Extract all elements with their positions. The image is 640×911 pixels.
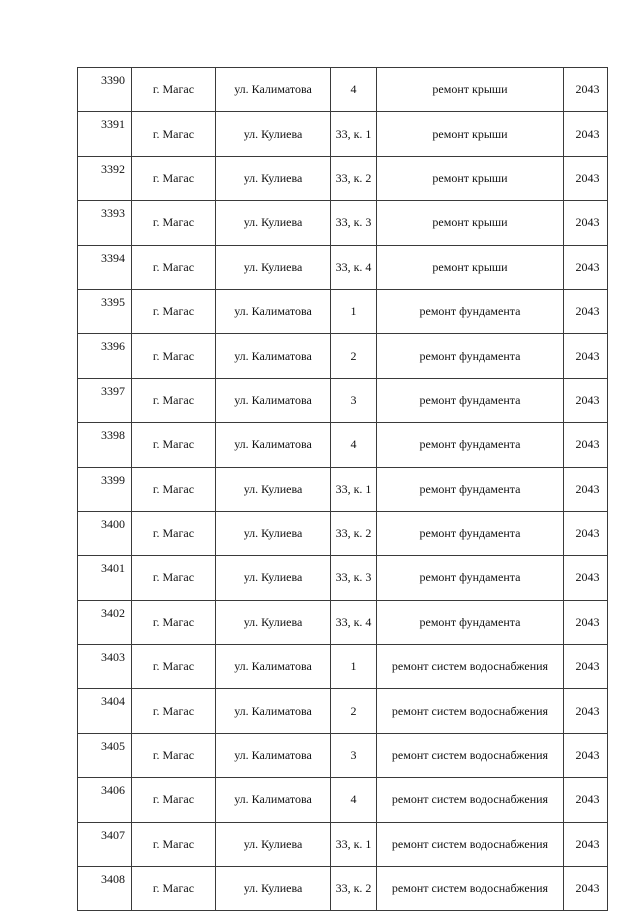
city-cell: г. Магас bbox=[132, 556, 216, 600]
city-cell: г. Магас bbox=[132, 423, 216, 467]
repair-type-cell: ремонт крыши bbox=[377, 156, 564, 200]
year-cell: 2043 bbox=[564, 201, 608, 245]
repair-type-cell: ремонт фундамента bbox=[377, 423, 564, 467]
house-number-cell: 4 bbox=[331, 68, 377, 112]
city-cell: г. Магас bbox=[132, 600, 216, 644]
house-number-cell: 33, к. 3 bbox=[331, 201, 377, 245]
housing-repair-table bbox=[77, 67, 608, 911]
street-cell: ул. Кулиева bbox=[216, 156, 331, 200]
row-number: 3399 bbox=[78, 467, 132, 511]
house-number-cell: 33, к. 4 bbox=[331, 245, 377, 289]
row-number: 3404 bbox=[78, 689, 132, 733]
row-number: 3400 bbox=[78, 511, 132, 555]
street-cell: ул. Калиматова bbox=[216, 378, 331, 422]
street-cell: ул. Калиматова bbox=[216, 423, 331, 467]
city-cell: г. Магас bbox=[132, 867, 216, 911]
year-cell: 2043 bbox=[564, 245, 608, 289]
city-cell: г. Магас bbox=[132, 201, 216, 245]
year-cell: 2043 bbox=[564, 334, 608, 378]
street-cell: ул. Калиматова bbox=[216, 68, 331, 112]
year-cell: 2043 bbox=[564, 68, 608, 112]
house-number-cell: 1 bbox=[331, 645, 377, 689]
house-number-cell: 3 bbox=[331, 733, 377, 777]
year-cell: 2043 bbox=[564, 822, 608, 866]
street-cell: ул. Кулиева bbox=[216, 511, 331, 555]
repair-type-cell: ремонт крыши bbox=[377, 68, 564, 112]
house-number-cell: 33, к. 4 bbox=[331, 600, 377, 644]
row-number: 3402 bbox=[78, 600, 132, 644]
repair-type-cell: ремонт систем водоснабжения bbox=[377, 689, 564, 733]
house-number-cell: 4 bbox=[331, 423, 377, 467]
house-number-cell: 3 bbox=[331, 378, 377, 422]
house-number-cell: 33, к. 1 bbox=[331, 112, 377, 156]
row-number: 3407 bbox=[78, 822, 132, 866]
table-row bbox=[78, 556, 608, 600]
row-number: 3390 bbox=[78, 68, 132, 112]
house-number-cell: 33, к. 2 bbox=[331, 867, 377, 911]
row-number: 3406 bbox=[78, 778, 132, 822]
table-row bbox=[78, 201, 608, 245]
year-cell: 2043 bbox=[564, 156, 608, 200]
table-row bbox=[78, 334, 608, 378]
city-cell: г. Магас bbox=[132, 289, 216, 333]
repair-type-cell: ремонт фундамента bbox=[377, 556, 564, 600]
house-number-cell: 2 bbox=[331, 334, 377, 378]
street-cell: ул. Кулиева bbox=[216, 112, 331, 156]
row-number: 3401 bbox=[78, 556, 132, 600]
row-number: 3391 bbox=[78, 112, 132, 156]
city-cell: г. Магас bbox=[132, 156, 216, 200]
street-cell: ул. Кулиева bbox=[216, 600, 331, 644]
table-row bbox=[78, 156, 608, 200]
row-number: 3408 bbox=[78, 867, 132, 911]
city-cell: г. Магас bbox=[132, 778, 216, 822]
table-row bbox=[78, 112, 608, 156]
repair-type-cell: ремонт систем водоснабжения bbox=[377, 822, 564, 866]
year-cell: 2043 bbox=[564, 423, 608, 467]
year-cell: 2043 bbox=[564, 556, 608, 600]
table-row bbox=[78, 289, 608, 333]
street-cell: ул. Калиматова bbox=[216, 645, 331, 689]
repair-type-cell: ремонт систем водоснабжения bbox=[377, 733, 564, 777]
city-cell: г. Магас bbox=[132, 112, 216, 156]
row-number: 3398 bbox=[78, 423, 132, 467]
street-cell: ул. Калиматова bbox=[216, 289, 331, 333]
repair-type-cell: ремонт крыши bbox=[377, 201, 564, 245]
repair-type-cell: ремонт фундамента bbox=[377, 600, 564, 644]
year-cell: 2043 bbox=[564, 689, 608, 733]
street-cell: ул. Кулиева bbox=[216, 556, 331, 600]
row-number: 3405 bbox=[78, 733, 132, 777]
street-cell: ул. Кулиева bbox=[216, 867, 331, 911]
row-number: 3395 bbox=[78, 289, 132, 333]
table-row bbox=[78, 245, 608, 289]
year-cell: 2043 bbox=[564, 467, 608, 511]
table-row bbox=[78, 733, 608, 777]
row-number: 3392 bbox=[78, 156, 132, 200]
repair-type-cell: ремонт фундамента bbox=[377, 334, 564, 378]
city-cell: г. Магас bbox=[132, 689, 216, 733]
table-row bbox=[78, 645, 608, 689]
year-cell: 2043 bbox=[564, 112, 608, 156]
repair-type-cell: ремонт фундамента bbox=[377, 511, 564, 555]
street-cell: ул. Кулиева bbox=[216, 822, 331, 866]
table-row bbox=[78, 467, 608, 511]
street-cell: ул. Калиматова bbox=[216, 733, 331, 777]
street-cell: ул. Кулиева bbox=[216, 201, 331, 245]
house-number-cell: 33, к. 2 bbox=[331, 511, 377, 555]
city-cell: г. Магас bbox=[132, 334, 216, 378]
house-number-cell: 33, к. 3 bbox=[331, 556, 377, 600]
year-cell: 2043 bbox=[564, 289, 608, 333]
city-cell: г. Магас bbox=[132, 68, 216, 112]
repair-type-cell: ремонт фундамента bbox=[377, 289, 564, 333]
year-cell: 2043 bbox=[564, 778, 608, 822]
city-cell: г. Магас bbox=[132, 822, 216, 866]
house-number-cell: 33, к. 1 bbox=[331, 822, 377, 866]
row-number: 3394 bbox=[78, 245, 132, 289]
city-cell: г. Магас bbox=[132, 245, 216, 289]
table-row bbox=[78, 822, 608, 866]
repair-type-cell: ремонт крыши bbox=[377, 112, 564, 156]
table-body bbox=[78, 68, 608, 911]
row-number: 3397 bbox=[78, 378, 132, 422]
house-number-cell: 4 bbox=[331, 778, 377, 822]
table-row bbox=[78, 778, 608, 822]
row-number: 3403 bbox=[78, 645, 132, 689]
repair-type-cell: ремонт систем водоснабжения bbox=[377, 867, 564, 911]
year-cell: 2043 bbox=[564, 867, 608, 911]
house-number-cell: 2 bbox=[331, 689, 377, 733]
table-row bbox=[78, 511, 608, 555]
city-cell: г. Магас bbox=[132, 467, 216, 511]
repair-type-cell: ремонт фундамента bbox=[377, 378, 564, 422]
table-row bbox=[78, 68, 608, 112]
year-cell: 2043 bbox=[564, 378, 608, 422]
year-cell: 2043 bbox=[564, 733, 608, 777]
house-number-cell: 1 bbox=[331, 289, 377, 333]
city-cell: г. Магас bbox=[132, 733, 216, 777]
repair-type-cell: ремонт фундамента bbox=[377, 467, 564, 511]
house-number-cell: 33, к. 2 bbox=[331, 156, 377, 200]
street-cell: ул. Кулиева bbox=[216, 245, 331, 289]
city-cell: г. Магас bbox=[132, 378, 216, 422]
repair-type-cell: ремонт систем водоснабжения bbox=[377, 645, 564, 689]
table-row bbox=[78, 378, 608, 422]
city-cell: г. Магас bbox=[132, 645, 216, 689]
table-row bbox=[78, 689, 608, 733]
table-row bbox=[78, 867, 608, 911]
street-cell: ул. Калиматова bbox=[216, 778, 331, 822]
house-number-cell: 33, к. 1 bbox=[331, 467, 377, 511]
street-cell: ул. Кулиева bbox=[216, 467, 331, 511]
year-cell: 2043 bbox=[564, 645, 608, 689]
table-row bbox=[78, 423, 608, 467]
street-cell: ул. Калиматова bbox=[216, 334, 331, 378]
row-number: 3393 bbox=[78, 201, 132, 245]
year-cell: 2043 bbox=[564, 600, 608, 644]
row-number: 3396 bbox=[78, 334, 132, 378]
city-cell: г. Магас bbox=[132, 511, 216, 555]
table-row bbox=[78, 600, 608, 644]
street-cell: ул. Калиматова bbox=[216, 689, 331, 733]
repair-type-cell: ремонт систем водоснабжения bbox=[377, 778, 564, 822]
repair-type-cell: ремонт крыши bbox=[377, 245, 564, 289]
year-cell: 2043 bbox=[564, 511, 608, 555]
